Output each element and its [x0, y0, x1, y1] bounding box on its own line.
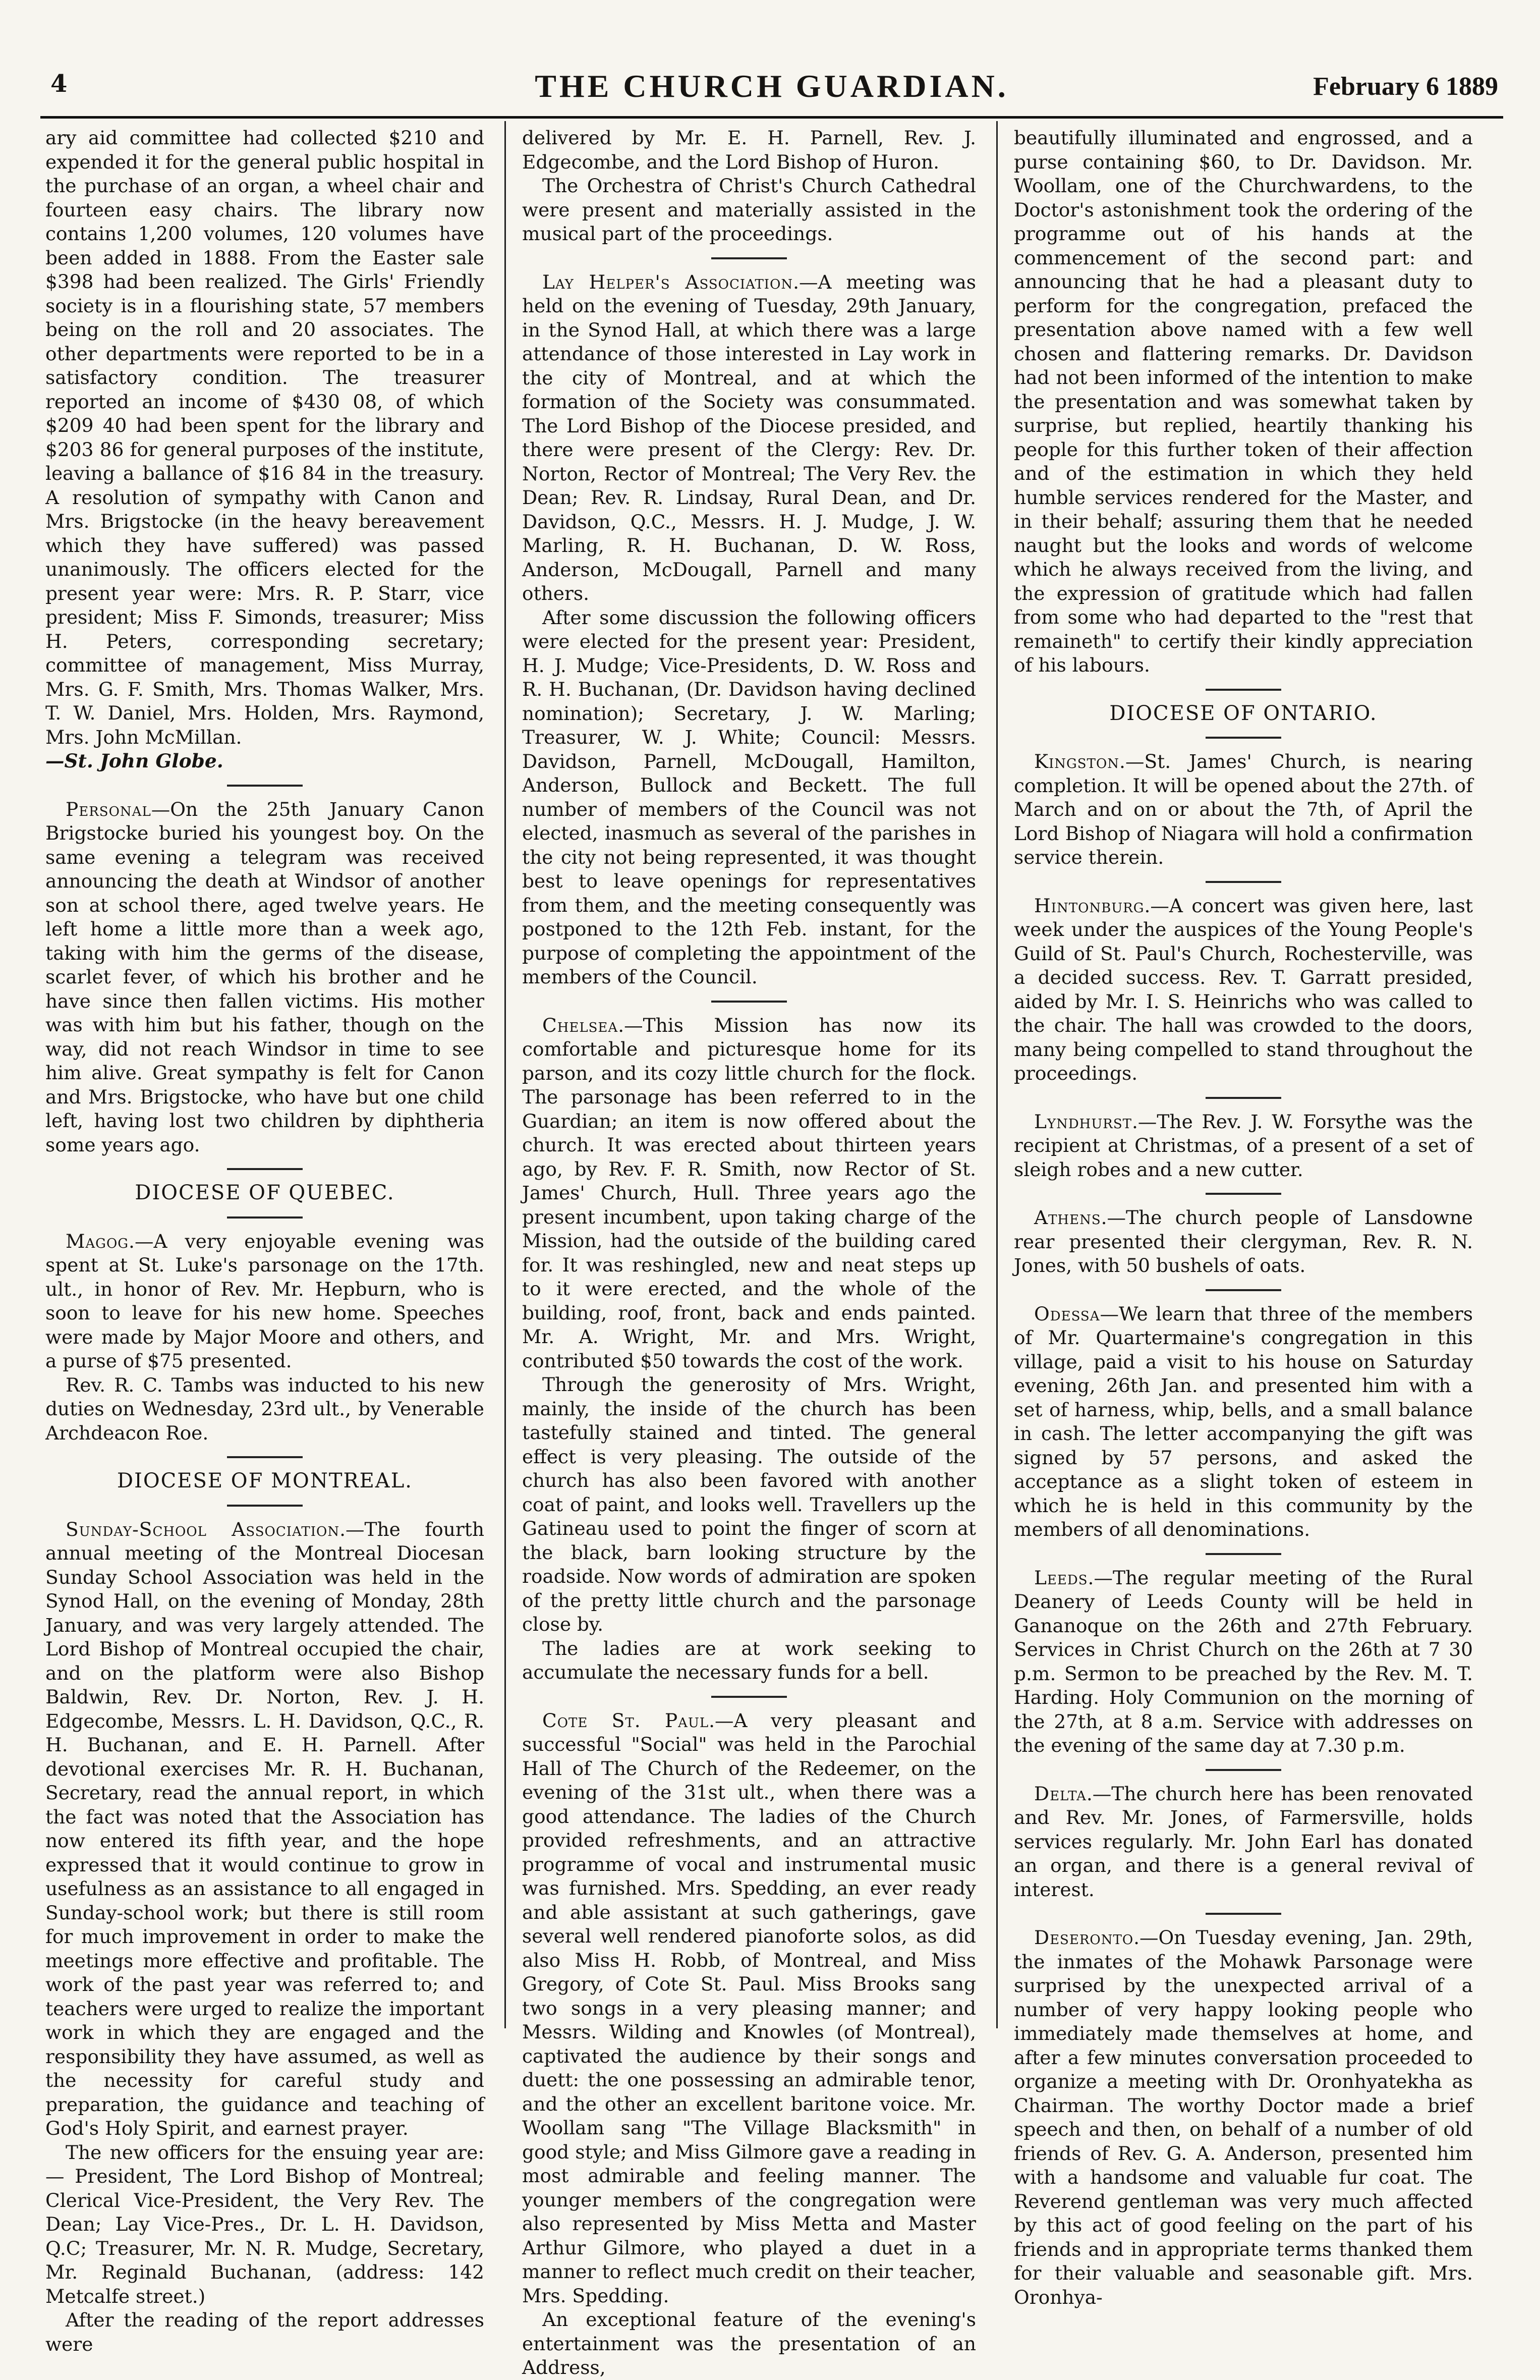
item-text: .—A very pleasant and successful "Social" was held in the Parochial Hall of The Church of the Redeemer, on the evening of the 31st ult., when there was a good attendance. The ladies of the Church provided refreshments, and an attractive programme of vocal and instrumental music was furnished. Mrs. Spedding, an ever ready and able assistant at such gatherings, gave several well rendered pianoforte solos, as did also Miss H. Robb, of Montreal, and Miss Gregory, of Cote St. Paul. Miss Brooks sang two songs in a very pleasing manner; and Messrs. Wilding and Knowles (of Montreal), captivated the audience by their songs and duett: the one possessing an admirable tenor, and the other an excellent baritone voice. Mr. Woollam sang "The Village Blacksmith" in good style; and Miss Gilmore gave a reading in most admirable and feeling manner. The younger members of the congregation were also represented by Miss Metta and Master Arthur Gilmore, who played a duet in a manner to reflect much credit on their teacher, Mrs. Spedding.	[522, 1709, 977, 2307]
article-paragraph: The ladies are at work seeking to accumulate the necessary funds for a bell.	[522, 1637, 976, 1683]
article-paragraph	[1014, 750, 1473, 870]
item-text: .—A meeting was held on the evening of Tuesday, 29th January, in the Synod Hall, at which there was a large attendance of those interested in Lay work in the city of Montreal, and at which the formation of the Society was consummated. The Lord Bishop of the Diocese presided, and there were present of the Clergy: Rev. Dr. Norton, Rector of Montreal; The Very Rev. the Dean; Rev. R. Lindsay, Rural Dean, and Dr. Davidson, Q.C., Messrs. H. J. Mudge, J. W. Marling, R. H. Buchanan, D. W. Ross, Anderson, McDougall, Parnell and many others.	[522, 270, 976, 604]
item-heading: Leeds	[1034, 1566, 1088, 1589]
article-paragraph	[1014, 1926, 1473, 2309]
item-text: .—St. James' Church, is nearing completion. It will be opened about the 27th. of March and on or about the 7th, of April the Lord Bishop of Niagara will hold a confirmation service therein.	[1014, 750, 1473, 868]
article-source: —St. John Globe.	[45, 750, 223, 772]
section-separator	[227, 1456, 303, 1458]
section-separator	[1206, 737, 1281, 739]
section-separator	[711, 1001, 787, 1003]
item-text: .—A very enjoyable evening was spent at St. Luke's parsonage on the 17th. ult., in honor of Rev. Mr. Hepburn, who is soon to leave for his new home. Speeches were made by Major Moore and others, and a purse of $75 presented.	[45, 1230, 484, 1372]
article-paragraph: The new officers for the ensuing year are:— President, The Lord Bishop of Montreal; Clerical Vice-President, the Very Rev. The Dean; Lay Vice-Pres., Dr. L. H. Davidson, Q.C; Treasurer, Mr. N. R. Mudge, Secretary, Mr. Reginald Buchanan, (address: 142 Metcalfe street.)	[45, 2141, 484, 2307]
article-paragraph	[1014, 1566, 1473, 1758]
section-separator	[711, 1696, 787, 1698]
item-heading: Chelsea	[542, 1014, 618, 1036]
item-text: —On the 25th January Canon Brigstocke buried his youngest boy. On the same evening a telegram was received announcing the death at Windsor of another son at school there, aged twelve years. He left home a little more than a week ago, taking with him the germs of the disease, scarlet fever, of which his brother and he have since then fallen victims. His mother was with him but his father, though on the way, did not reach Windsor in time to see him alive. Great sympathy is felt for Canon and Mrs. Brigstocke, who have but one child left, having lost two children by diphtheria some years ago.	[45, 798, 484, 1156]
article-paragraph	[522, 1709, 976, 2308]
newspaper-title: THE CHURCH GUARDIAN.	[535, 68, 1009, 104]
article-paragraph	[1014, 1782, 1473, 1902]
item-text: .—This Mission has now its comfortable and picturesque home for its parson, and its cozy little church for the flock. The parsonage has been referred to in the Guardian; an item is now offered about the church. It was erected about thirteen years ago, by Rev. F. R. Smith, now Rector of St. James' Church, Hull. Three years ago the present incumbent, upon taking charge of the Mission, had the outside of the building cared for. It was reshingled, new and neat steps up to it were erected, and the whole of the building, roof, front, back and ends painted. Mr. A. Wright, Mr. and Mrs. Wright, contributed $50 towards the cost of the work.	[522, 1014, 976, 1372]
article-paragraph	[522, 1014, 976, 1373]
article-paragraph: Rev. R. C. Tambs was inducted to his new duties on Wednesday, 23rd ult., by Venerable Archdeacon Roe.	[45, 1373, 484, 1444]
column-rule	[504, 121, 506, 2028]
section-separator	[1206, 1097, 1281, 1099]
article-paragraph: beautifully illuminated and engrossed, and a purse containing $60, to Dr. Davidson. Mr. Woollam, one of the Churchwardens, to the Doctor's astonishment took the ordering of the programme out of his hands at the commencement of the second part: and announcing that he had a pleasant duty to perform for the congregation, prefaced the presentation above named with a few well chosen and flattering remarks. Dr. Davidson had not been informed of the intention to make the presentation and was somewhat taken by surprise, but replied, heartily thanking his people for this further token of their affection and of the estimation in which they held humble services rendered for the Master, and in their behalf; assuring them that he needed naught but the looks and words of welcome which he always received from the living, and the expression of gratitude which had fallen from some who had departed to the "rest that remaineth" to certify their kindly appreciation of his labours.	[1014, 127, 1473, 676]
issue-date: February 6 1889	[1313, 72, 1498, 101]
section-separator	[1206, 1289, 1281, 1291]
item-text: .—The Rev. J. W. Forsythe was the recipient at Christmas, of a present of a set of sleigh robes and a new cutter.	[1014, 1110, 1473, 1181]
article-paragraph	[45, 798, 484, 1157]
article-paragraph	[1014, 894, 1473, 1086]
section-separator	[227, 1216, 303, 1219]
item-heading: Odessa	[1034, 1302, 1100, 1325]
item-heading: Lyndhurst	[1034, 1110, 1132, 1133]
section-separator	[1206, 1769, 1281, 1771]
section-separator	[711, 257, 787, 259]
item-text: .—The church people of Lansdowne rear presented their clergyman, Rev. R. N. Jones, with 50 bushels of oats.	[1014, 1206, 1473, 1277]
item-text: .—A concert was given here, last week under the auspices of the Young People's Guild of St. Paul's Church, Rochesterville, was a decided success. Rev. T. Garratt presided, aided by Mr. I. S. Heinrichs who was called to the chair. The hall was crowded to the doors, many being compelled to stand throughout the proceedings.	[1014, 894, 1473, 1084]
item-heading: Magog	[66, 1230, 129, 1252]
section-separator	[1206, 1193, 1281, 1195]
section-separator	[227, 785, 303, 787]
diocese-heading: DIOCESE OF QUEBEC.	[135, 1181, 395, 1204]
item-text: .—The fourth annual meeting of the Montreal Diocesan Sunday School Association was held in the Synod Hall, on the evening of Monday, 28th January, and was very largely attended. The Lord Bishop of Montreal occupied the chair, and on the platform were also Bishop Baldwin, Rev. Dr. Norton, Rev. J. H. Edgecombe, Messrs. L. H. Davidson, Q.C., R. H. Buchanan, and E. H. Parnell. After devotional exercises Mr. R. H. Buchanan, Secretary, read the annual report, in which the fact was noted that the Association has now entered its fifth year, and the hope expressed that it would continue to grow in usefulness as an assistance to all engaged in Sunday-school work; but there is still room for much improvement in order to make the meetings more effective and profitable. The work of the past year was referred to; and teachers were urged to realize the important work in which they are engaged and the responsibility they have assumed, as well as the necessity for careful study and preparation, the guidance and teaching of God's Holy Spirit, and earnest prayer.	[45, 1518, 485, 2139]
item-heading: Athens	[1034, 1206, 1101, 1229]
item-heading: Cote St. Paul	[542, 1709, 709, 1732]
column-2	[522, 126, 977, 2378]
item-heading: Delta	[1034, 1782, 1087, 1805]
diocese-heading: DIOCESE OF ONTARIO.	[1109, 701, 1378, 725]
item-heading: Lay Helper's Association	[542, 270, 793, 293]
masthead	[40, 61, 1503, 119]
item-heading: Sunday-School Association	[66, 1518, 340, 1540]
item-heading: Deseronto	[1034, 1926, 1134, 1949]
article-paragraph	[1014, 1110, 1473, 1182]
section-separator	[1206, 689, 1281, 691]
section-separator	[1206, 1553, 1281, 1555]
column-3	[1014, 126, 1473, 2308]
article-paragraph: An exceptional feature of the evening's entertainment was the presentation of an Address,	[522, 2308, 976, 2378]
article-paragraph: After the reading of the report addresses were	[45, 2309, 484, 2355]
article-paragraph: ary aid committee had collected $210 and expended it for the general public hospital in the purchase of an organ, a wheel chair and fourteen easy chairs. The library now contains 1,200 volumes, 120 volumes have been added in 1888. From the Easter sale $398 had been realized. The Girls' Friendly society is in a flourishing state, 57 members being on the roll and 20 associates. The other departments were reported to be in a satisfactory condition. The treasurer reported an income of $430 08, of which $209 40 had been spent for the library and $203 86 for general purposes of the institute, leaving a ballance of $16 84 in the treasury. A resolution of sympathy with Canon and Mrs. Brigstocke (in the heavy bereavement which they have suffered) was passed unanimously. The officers elected for the present year were: Mrs. R. P. Starr, vice president; Miss F. Simonds, treasurer; Miss H. Peters, corresponding secretary; committee of management, Miss Murray, Mrs. G. F. Smith, Mrs. Thomas Walker, Mrs. T. W. Daniel, Mrs. Holden, Mrs. Raymond, Mrs. John McMillan.	[45, 127, 484, 748]
column-1	[45, 126, 485, 2355]
item-heading: Kingston	[1034, 750, 1120, 772]
article-paragraph	[45, 1518, 484, 2141]
article-paragraph	[1014, 1302, 1473, 1542]
column-rule	[996, 121, 998, 2028]
item-heading: Personal	[66, 798, 151, 820]
section-separator	[227, 1505, 303, 1507]
page-number: 4	[50, 70, 68, 98]
article-paragraph	[1014, 1206, 1473, 1278]
article-paragraph	[522, 270, 976, 606]
item-text: .—On Tuesday evening, Jan. 29th, the inmates of the Mohawk Parsonage were surprised by the unexpected arrival of a number of very happy looking people who immediately made themselves at home, and after a few minutes conversation proceeded to organize a meeting with Dr. Oronhyatekha as Chairman. The worthy Doctor made a brief speech and then, on behalf of a number of old friends of Rev. G. A. Anderson, presented him with a handsome and valuable fur coat. The Reverend gentleman was very much affected by this act of good feeling on the part of his friends and in appropriate terms thanked them for their valuable and seasonable gift. Mrs. Oronhya-	[1014, 1926, 1473, 2308]
item-heading: Hintonburg	[1034, 894, 1145, 917]
item-text: .—The regular meeting of the Rural Deanery of Leeds County will be held in Gananoque on the 26th and 27th February. Services in Christ Church on the 26th at 7 30 p.m. Sermon to be preached by the Rev. M. T. Harding. Holy Communion on the morning of the 27th, at 8 a.m. Service with addresses on the evening of the same day at 7.30 p.m.	[1014, 1566, 1473, 1756]
section-separator	[1206, 881, 1281, 883]
article-paragraph: After some discussion the following officers were elected for the present year: President, H. J. Mudge; Vice-Presidents, D. W. Ross and R. H. Buchanan, (Dr. Davidson having declined nomination); Secretary, J. W. Marling; Treasurer, W. J. White; Council: Messrs. Davidson, Parnell, McDougall, Hamilton, Anderson, Bullock and Beckett. The full number of members of the Council was not elected, inasmuch as several of the parishes in the city not being represented, it was thought best to leave openings for representatives from them, and the meeting consequently was postponed to the 12th Feb. instant, for the purpose of completing the appointment of the members of the Council.	[522, 606, 976, 988]
section-separator	[227, 1168, 303, 1170]
section-separator	[1206, 1913, 1281, 1915]
item-text: .—The church here has been renovated and Rev. Mr. Jones, of Farmersville, holds services regularly. Mr. John Earl has donated an organ, and there is a general revival of interest.	[1014, 1782, 1473, 1901]
article-paragraph: Through the generosity of Mrs. Wright, mainly, the inside of the church has been tastefully stained and tinted. The general effect is very pleasing. The outside of the church has also been favored with another coat of paint, and looks well. Travellers up the Gatineau used to point the finger of scorn at the black, barn looking structure by the roadside. Now words of admiration are spoken of the pretty little church and the parsonage close by.	[522, 1373, 976, 1635]
article-paragraph	[45, 1230, 484, 1373]
item-text: —We learn that three of the members of Mr. Quartermaine's congregation in this village, paid a visit to his house on Saturday evening, 26th Jan. and presented him with a set of harness, whip, bells, and a small balance in cash. The letter accompanying the gift was signed by 57 persons, and asked the acceptance as a slight token of esteem in which he is held in this community by the members of all denominations.	[1014, 1302, 1473, 1540]
article-paragraph: delivered by Mr. E. H. Parnell, Rev. J. Edgecombe, and the Lord Bishop of Huron.	[522, 127, 976, 173]
diocese-heading: DIOCESE OF MONTREAL.	[117, 1469, 413, 1492]
article-paragraph: The Orchestra of Christ's Church Cathedral were present and materially assisted in the musical part of the proceedings.	[522, 175, 976, 245]
